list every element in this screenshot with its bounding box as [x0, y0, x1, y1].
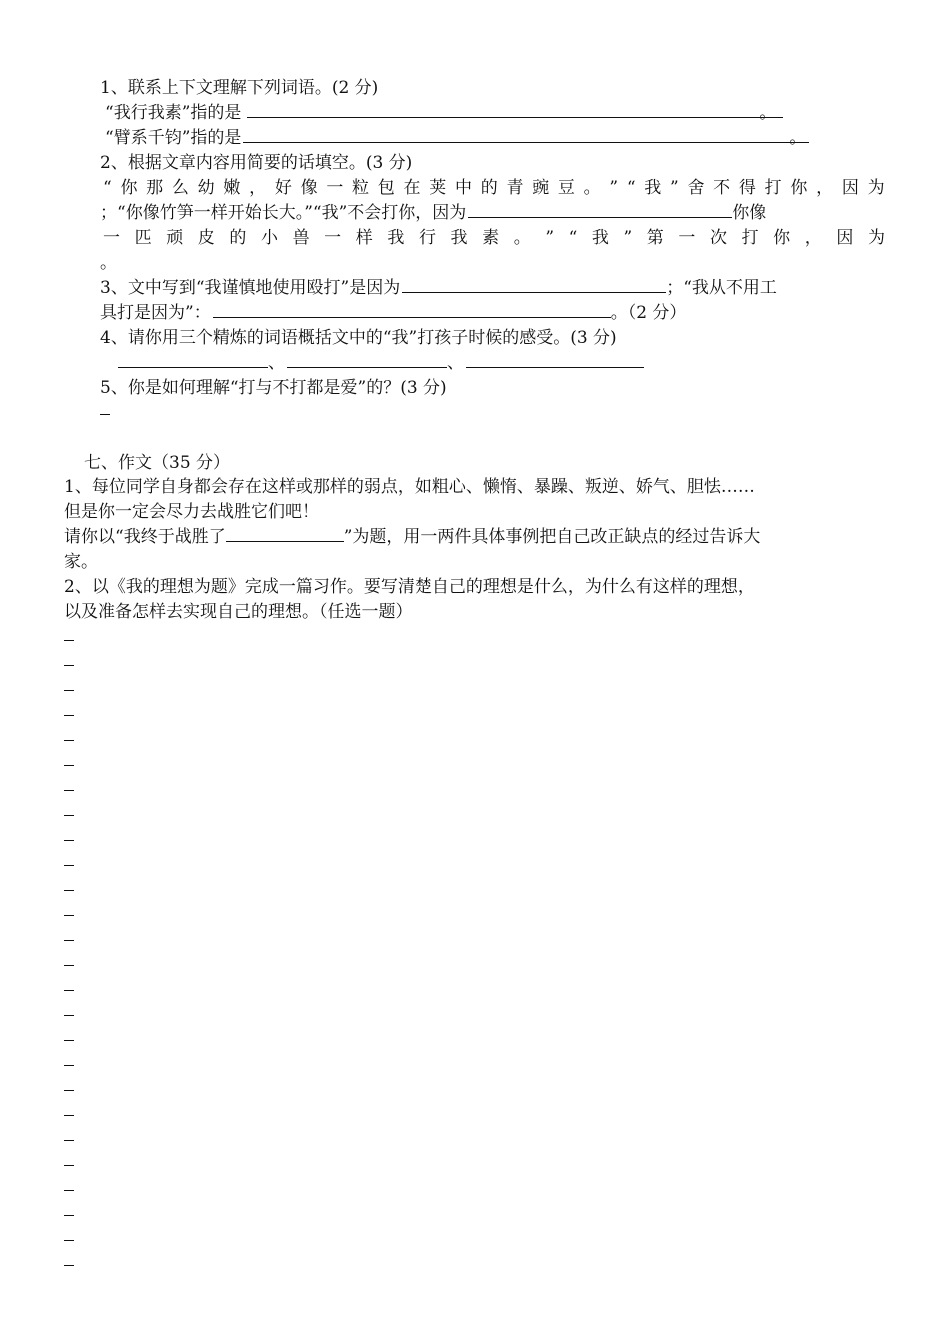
q2-row3-char: 样 [355, 228, 373, 248]
essay-line[interactable] [64, 1015, 74, 1016]
q2-row3-char: 兽 [292, 228, 310, 248]
q2-row3-char: ” [545, 228, 555, 248]
q2-row3-char: 一 [324, 228, 342, 248]
q3-answer-blank-2[interactable] [213, 301, 611, 318]
section7-p1-text-b: ”为题，用一两件具体事例把自己改正缺点的经过告诉大 [343, 527, 761, 547]
q2-row1-char: ， [249, 178, 267, 198]
essay-line[interactable] [64, 1190, 74, 1191]
q1-a-answer-blank[interactable] [247, 101, 783, 118]
q2-row1-char: 在 [403, 178, 421, 198]
q2-row3-char: “ [568, 228, 578, 248]
q2-row3-char: 素 [482, 228, 500, 248]
q2-row1-char: 粒 [352, 178, 370, 198]
q3-line1 [100, 276, 777, 300]
q2-row3-char: 。 [513, 228, 531, 248]
q2-row3-char: 的 [229, 228, 247, 248]
q2-row3-char: ” [623, 228, 633, 248]
q2-row1-char: 舍 [687, 178, 705, 198]
q2-row1-char: 青 [506, 178, 524, 198]
q2-row3-char: 匹 [134, 228, 152, 248]
q4-answer-blank-1[interactable] [118, 351, 268, 368]
q2-row1-char: 幼 [197, 178, 215, 198]
essay-line[interactable] [64, 665, 74, 666]
q2-row1-char: 不 [713, 178, 731, 198]
essay-line[interactable] [64, 940, 74, 941]
essay-line[interactable] [64, 815, 74, 816]
q2-row3-char: 皮 [197, 228, 215, 248]
q1-b-label: “臂系千钧”指的是 [105, 128, 242, 148]
q2-row1-char: ， [816, 178, 834, 198]
q2-row1-char: 一 [326, 178, 344, 198]
q3-text-d: 。（2 分） [610, 303, 687, 323]
essay-line[interactable] [64, 865, 74, 866]
q2-row1-char: 为 [867, 178, 885, 198]
section7-p2-line1: 2、以《我的理想为题》完成一篇习作。要写清楚自己的理想是什么，为什么有这样的理想， [64, 577, 755, 597]
essay-line[interactable] [64, 840, 74, 841]
q3-answer-blank-1[interactable] [402, 276, 666, 293]
essay-line[interactable] [64, 965, 74, 966]
section7-p1-line1: 1、每位同学自身都会存在这样或那样的弱点，如粗心、懒惰、暴躁、叛逆、娇气、胆怯…… [64, 477, 755, 497]
section7-p1-text-a: 请你以“我终于战胜了 [64, 527, 226, 547]
q2-row1-char: 打 [764, 178, 782, 198]
essay-line[interactable] [64, 890, 74, 891]
q2-row3 [103, 226, 885, 250]
essay-line[interactable] [64, 1040, 74, 1041]
q2-row1-char: 好 [274, 178, 292, 198]
q2-row3-char: 因 [836, 228, 854, 248]
essay-line[interactable] [64, 1090, 74, 1091]
q2-row1-char: 得 [738, 178, 756, 198]
q2-row1-char: 你 [790, 178, 808, 198]
q2-row1-char: 那 [146, 178, 164, 198]
q2-row1-char: 中 [454, 178, 472, 198]
q4-title: 4、请你用三个精炼的词语概括文中的“我”打孩子时候的感受。(3 分) [100, 328, 617, 348]
essay-line[interactable] [64, 765, 74, 766]
q2-row1-char: 豆 [557, 178, 575, 198]
q2-row3-char: ， [804, 228, 822, 248]
q1-b-answer-blank[interactable] [243, 126, 809, 143]
essay-line[interactable] [64, 1065, 74, 1066]
section7-p2-line2: 以及准备怎样去实现自己的理想。（任选一题） [64, 602, 413, 622]
q2-row3-char: 一 [678, 228, 696, 248]
q2-row3-char: 小 [260, 228, 278, 248]
q1-item-b [105, 126, 806, 150]
q2-row3-char: 顽 [166, 228, 184, 248]
essay-line[interactable] [64, 790, 74, 791]
q2-row1-char: 。 [583, 178, 601, 198]
q4-answer-blank-2[interactable] [287, 351, 447, 368]
q3-text-a: 3、文中写到“我谨慎地使用殴打”是因为 [100, 278, 401, 298]
q3-text-b: ；“我从不用工 [666, 278, 777, 298]
essay-line[interactable] [64, 690, 74, 691]
q2-row1 [103, 176, 885, 200]
q2-row1-char: “ [103, 178, 112, 198]
q1-a-end: 。 [759, 103, 777, 123]
q2-row1-char: 豌 [532, 178, 550, 198]
q2-row3-char: 行 [418, 228, 436, 248]
section7-heading: 七、作文（35 分） [84, 453, 231, 473]
q2-title: 2、根据文章内容用简要的话填空。(3 分) [100, 153, 413, 173]
q2-row3-char: 我 [450, 228, 468, 248]
essay-line[interactable] [64, 1265, 74, 1266]
q5-title: 5、你是如何理解“打与不打都是爱”的？(3 分) [100, 378, 447, 398]
q5-answer-line[interactable] [100, 414, 110, 415]
q2-row1-char: 么 [171, 178, 189, 198]
q1-b-end: 。 [789, 128, 807, 148]
q2-row3-char: 一 [103, 228, 120, 248]
q2-row2-text-a: ；“你像竹笋一样开始长大。”“我”不会打你，因为 [100, 203, 467, 223]
q2-row1-char: “ [626, 178, 636, 198]
q2-row1-char: 的 [480, 178, 498, 198]
essay-line[interactable] [64, 915, 74, 916]
q3-line2 [100, 301, 686, 325]
essay-line[interactable] [64, 740, 74, 741]
section7-p1-line3 [64, 525, 760, 549]
q2-row1-char: ” [670, 178, 679, 198]
q2-row1-char: 嫩 [223, 178, 241, 198]
q2-row2-text-b: 你像 [732, 203, 767, 223]
q2-row4: 。 [100, 253, 117, 273]
q4-answer-blank-3[interactable] [466, 351, 644, 368]
q1-a-label: “我行我素”指的是 [105, 103, 242, 123]
essay-line[interactable] [64, 1140, 74, 1141]
q3-text-c: 具打是因为”： [100, 303, 211, 323]
q1-item-a [105, 101, 776, 125]
q2-row1-char: 我 [644, 178, 662, 198]
q2-row1-char: 荚 [429, 178, 447, 198]
essay-line[interactable] [64, 990, 74, 991]
q2-row3-char: 打 [741, 228, 759, 248]
essay-line[interactable] [64, 1165, 74, 1166]
essay-line[interactable] [64, 1240, 74, 1241]
q4-sep-2: 、 [447, 353, 464, 373]
q2-row3-char: 你 [773, 228, 791, 248]
q1-title: 1、联系上下文理解下列词语。(2 分) [100, 78, 379, 98]
q2-answer-blank-2[interactable] [468, 201, 732, 218]
q2-row3-char: 我 [387, 228, 405, 248]
q2-row2 [100, 201, 766, 225]
section7-p1-line2: 但是你一定会尽力去战胜它们吧！ [64, 502, 319, 522]
q2-row3-char: 我 [591, 228, 609, 248]
q2-row3-char: 为 [867, 228, 885, 248]
q2-row3-char: 次 [709, 228, 727, 248]
q2-row1-char: ” [609, 178, 619, 198]
essay-title-blank[interactable] [226, 525, 344, 542]
essay-line[interactable] [64, 1215, 74, 1216]
q2-row1-char: 包 [377, 178, 395, 198]
q4-answers [118, 351, 644, 375]
essay-line[interactable] [64, 640, 74, 641]
q2-row1-char: 像 [300, 178, 318, 198]
essay-line[interactable] [64, 1115, 74, 1116]
q2-row1-char: 因 [841, 178, 859, 198]
q2-row3-char: 第 [646, 228, 664, 248]
section7-p1-line4: 家。 [64, 552, 98, 572]
essay-line[interactable] [64, 715, 74, 716]
q2-row1-char: 你 [120, 178, 138, 198]
q4-sep-1: 、 [268, 353, 285, 373]
